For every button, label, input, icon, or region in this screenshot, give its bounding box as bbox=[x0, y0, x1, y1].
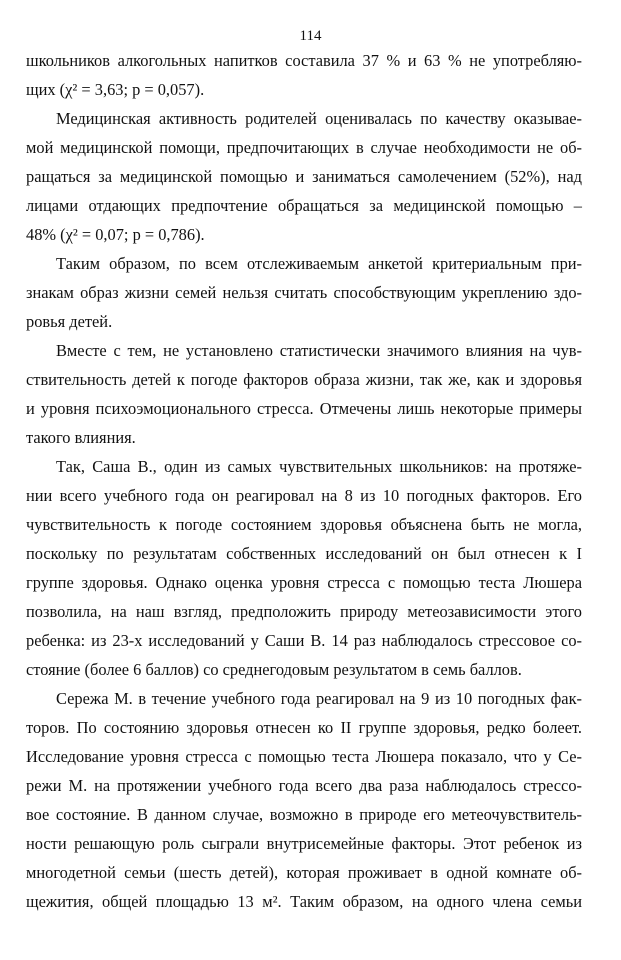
text-line: нии всего учебного года он реагировал на 8 из 10 погодных факторов. Его bbox=[26, 486, 582, 505]
text-line: ровья детей. bbox=[26, 312, 113, 331]
text-line: поскольку по результатам собственных исследований он был отнесен к I bbox=[26, 544, 582, 563]
text-line: группе здоровья. Однако оценка уровня стресса с помощью теста Люшера bbox=[26, 573, 582, 592]
text-line: Медицинская активность родителей оценивалась по качеству оказывае- bbox=[56, 109, 582, 128]
text-line: и уровня психоэмоционального стресса. Отмечены лишь некоторые примеры bbox=[26, 399, 582, 418]
text-line: Вместе с тем, не установлено статистически значимого влияния на чув- bbox=[56, 341, 582, 360]
text-line: Сережа М. в течение учебного года реагировал на 9 из 10 погодных фак- bbox=[56, 689, 582, 708]
text-line: щежития, общей площадью 13 м². Таким образом, на одного члена семьи bbox=[26, 892, 582, 911]
text-line: Так, Саша В., один из самых чувствительных школьников: на протяже- bbox=[56, 457, 582, 476]
text-line: режи М. на протяжении учебного года всего два раза наблюдалось стрессо- bbox=[26, 776, 582, 795]
text-line: Исследование уровня стресса с помощью теста Люшера показало, что у Се- bbox=[26, 747, 582, 766]
text-line: щих (χ² = 3,63; p = 0,057). bbox=[26, 80, 205, 99]
text-line: мой медицинской помощи, предпочитающих в случае необходимости не об- bbox=[26, 138, 582, 157]
text-line: стояние (более 6 баллов) со среднегодовым результатом в семь баллов. bbox=[26, 660, 522, 679]
text-line: Таким образом, по всем отслеживаемым анкетой критериальным при- bbox=[56, 254, 582, 273]
text-line: позволила, на наш взгляд, предположить природу метеозависимости этого bbox=[26, 602, 582, 621]
text-line: такого влияния. bbox=[26, 428, 136, 447]
text-line: чувствительность к погоде состоянием здоровья объяснена быть не могла, bbox=[26, 515, 582, 534]
text-line: знакам образ жизни семей нельзя считать способствующим укреплению здо- bbox=[26, 283, 582, 302]
text-line: лицами отдающих предпочтение обращаться за медицинской помощью – bbox=[26, 196, 582, 215]
text-line: ности решающую роль сыграли внутрисемейные факторы. Этот ребенок из bbox=[26, 834, 582, 853]
text-line: школьников алкогольных напитков составила 37 % и 63 % не употребляю- bbox=[26, 51, 582, 70]
text-line: многодетной семьи (шесть детей), которая проживает в одной комнате об- bbox=[26, 863, 582, 882]
text-line: торов. По состоянию здоровья отнесен ко II группе здоровья, редко болеет. bbox=[26, 718, 582, 737]
page-number: 114 bbox=[299, 28, 322, 44]
text-line: ращаться за медицинской помощью и заниматься самолечением (52%), над bbox=[26, 167, 582, 186]
text-line: ствительность детей к погоде факторов образа жизни, так же, как и здоровья bbox=[26, 370, 582, 389]
text-line: ребенка: из 23-х исследований у Саши В. 14 раз наблюдалось стрессовое со- bbox=[26, 631, 582, 650]
text-line: 48% (χ² = 0,07; p = 0,786). bbox=[26, 225, 205, 244]
text-line: вое состояние. В данном случае, возможно в природе его метеочувствитель- bbox=[26, 805, 582, 824]
